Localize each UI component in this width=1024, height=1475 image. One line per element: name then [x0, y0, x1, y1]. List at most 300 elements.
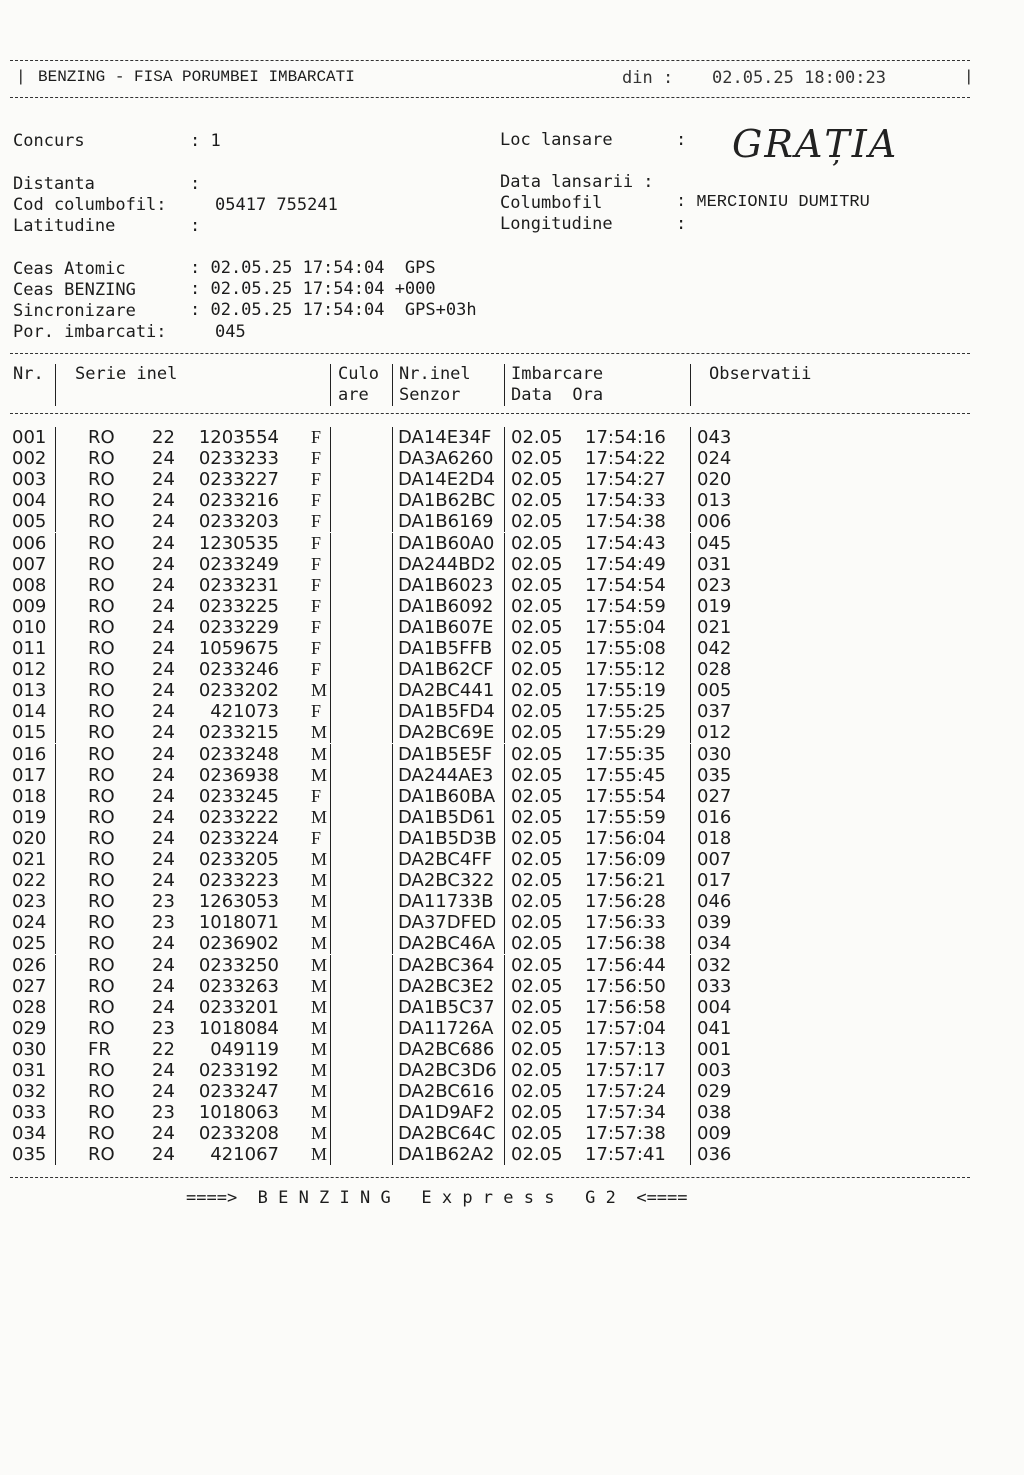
row-time: 17:55:08	[585, 638, 666, 659]
row-observatii: 042	[697, 638, 732, 659]
row-ring-number: 0233249	[198, 553, 279, 575]
row-sensor-id: DA1B6169	[398, 511, 494, 533]
row-time: 17:56:21	[585, 870, 666, 892]
table-row	[0, 722, 1024, 743]
row-year: 24	[152, 975, 175, 997]
row-sex: M	[311, 954, 328, 975]
row-observatii: 018	[697, 827, 732, 849]
row-column-divider	[55, 533, 56, 554]
row-sensor-id: DA2BC686	[398, 1038, 495, 1060]
row-nr: 028	[12, 996, 47, 1018]
row-observatii: 007	[697, 849, 732, 870]
row-column-divider	[55, 955, 56, 976]
row-column-divider	[330, 596, 331, 617]
row-column-divider	[55, 828, 56, 849]
row-column-divider	[690, 448, 691, 469]
distanta-label: Distanta	[13, 174, 95, 194]
row-time: 17:55:25	[585, 701, 666, 723]
row-ring-number: 0233222	[198, 806, 279, 828]
row-observatii: 043	[697, 427, 732, 448]
porumbei-imbarcati-value: 045	[215, 322, 246, 342]
row-observatii: 039	[697, 912, 732, 934]
row-column-divider	[504, 955, 505, 976]
row-time: 17:57:13	[585, 1038, 666, 1060]
row-nr: 011	[12, 638, 47, 659]
table-row	[0, 533, 1024, 554]
row-column-divider	[392, 1102, 393, 1123]
table-row	[0, 891, 1024, 912]
row-observatii: 004	[697, 996, 732, 1018]
row-column-divider	[504, 1102, 505, 1123]
row-column-divider	[392, 849, 393, 870]
row-sex: F	[311, 595, 322, 616]
row-column-divider	[392, 617, 393, 638]
row-time: 17:54:59	[585, 595, 666, 617]
row-ring-number: 0233231	[198, 574, 279, 596]
row-observatii: 020	[697, 469, 732, 491]
row-date: 02.05	[511, 490, 563, 512]
row-ring-number: 1203554	[198, 427, 279, 448]
row-date: 02.05	[511, 659, 563, 681]
row-nr: 024	[12, 912, 47, 934]
row-date: 02.05	[511, 975, 563, 997]
row-nr: 019	[12, 806, 47, 828]
row-date: 02.05	[511, 1038, 563, 1060]
row-column-divider	[392, 638, 393, 659]
row-sensor-id: DA1B5FFB	[398, 638, 493, 659]
row-ring-number: 0233223	[198, 870, 279, 892]
row-year: 24	[152, 785, 175, 807]
row-country: RO	[88, 701, 115, 723]
row-ring-number: 0233225	[198, 595, 279, 617]
row-column-divider	[392, 912, 393, 933]
row-column-divider	[55, 933, 56, 954]
row-sensor-id: DA1B6092	[398, 595, 494, 617]
row-ring-number: 0233203	[198, 511, 279, 533]
loc-lansare-label: Loc lansare	[500, 130, 613, 150]
row-sex: F	[311, 638, 322, 658]
row-time: 17:56:38	[585, 933, 666, 955]
row-observatii: 016	[697, 806, 732, 828]
row-column-divider	[330, 1102, 331, 1123]
row-date: 02.05	[511, 1017, 563, 1039]
table-row	[0, 680, 1024, 701]
row-ring-number: 0233216	[198, 490, 279, 512]
row-country: RO	[88, 849, 115, 870]
row-sex: F	[311, 490, 322, 511]
row-ring-number: 0233215	[198, 722, 279, 744]
row-date: 02.05	[511, 954, 563, 976]
row-nr: 013	[12, 680, 47, 702]
row-column-divider	[690, 533, 691, 554]
row-column-divider	[690, 744, 691, 765]
row-time: 17:55:45	[585, 764, 666, 786]
loc-lansare-colon: :	[676, 130, 687, 150]
row-observatii: 003	[697, 1060, 732, 1081]
table-row	[0, 469, 1024, 490]
row-column-divider	[330, 1060, 331, 1081]
row-column-divider	[55, 659, 56, 680]
row-sensor-id: DA2BC3E2	[398, 975, 495, 997]
row-sex: M	[311, 1102, 328, 1123]
row-year: 24	[152, 1123, 175, 1145]
table-row	[0, 1144, 1024, 1165]
row-time: 17:57:34	[585, 1102, 666, 1124]
row-observatii: 029	[697, 1081, 732, 1103]
porumbei-imbarcati-label: Por. imbarcati:	[13, 322, 167, 342]
row-column-divider	[504, 1060, 505, 1081]
row-column-divider	[504, 744, 505, 765]
row-column-divider	[690, 1123, 691, 1144]
row-ring-number: 0233224	[198, 827, 279, 849]
row-country: RO	[88, 975, 115, 997]
row-observatii: 035	[697, 764, 732, 786]
row-ring-number: 421067	[210, 1144, 279, 1166]
row-country: RO	[88, 764, 115, 786]
row-column-divider	[690, 596, 691, 617]
row-column-divider	[392, 1144, 393, 1165]
row-column-divider	[504, 511, 505, 532]
table-row	[0, 786, 1024, 807]
row-time: 17:54:38	[585, 511, 666, 533]
row-column-divider	[504, 1081, 505, 1102]
row-country: RO	[88, 1081, 115, 1103]
row-country: RO	[88, 1102, 115, 1124]
table-row	[0, 427, 1024, 448]
row-column-divider	[504, 617, 505, 638]
row-ring-number: 0233245	[198, 785, 279, 807]
row-sex: M	[311, 1017, 328, 1038]
sincronizare-label: Sincronizare	[13, 301, 136, 321]
row-date: 02.05	[511, 912, 563, 934]
row-time: 17:56:28	[585, 891, 666, 913]
latitudine-value: :	[190, 216, 201, 236]
row-sensor-id: DA1B5D3B	[398, 827, 497, 849]
row-column-divider	[690, 786, 691, 807]
row-column-divider	[330, 722, 331, 743]
row-column-divider	[690, 638, 691, 659]
row-column-divider	[392, 870, 393, 891]
row-sex: M	[311, 912, 328, 933]
row-country: RO	[88, 532, 115, 554]
cod-columbofil-value: 05417 755241	[215, 195, 338, 215]
row-column-divider	[690, 427, 691, 448]
row-sex: F	[311, 574, 322, 595]
columbofil-label: Columbofil	[500, 193, 603, 213]
row-time: 17:57:04	[585, 1017, 666, 1039]
row-sensor-id: DA2BC3D6	[398, 1060, 497, 1081]
row-date: 02.05	[511, 996, 563, 1018]
row-year: 24	[152, 849, 175, 870]
row-column-divider	[392, 807, 393, 828]
row-sensor-id: DA3A6260	[398, 448, 494, 470]
print-timestamp: 02.05.25 18:00:23	[712, 68, 886, 88]
row-time: 17:56:09	[585, 849, 666, 870]
row-column-divider	[330, 870, 331, 891]
row-column-divider	[504, 891, 505, 912]
row-country: RO	[88, 891, 115, 913]
col-header-data-ora: Data Ora	[511, 385, 604, 405]
columbofil-value: : MERCIONIU DUMITRU	[676, 193, 870, 212]
row-column-divider	[330, 849, 331, 870]
row-observatii: 013	[697, 490, 732, 512]
row-nr: 006	[12, 532, 47, 554]
header-divider-culoare	[392, 364, 393, 406]
row-column-divider	[392, 786, 393, 807]
row-observatii: 034	[697, 933, 732, 955]
row-observatii: 006	[697, 511, 732, 533]
row-ring-number: 0233227	[198, 469, 279, 491]
row-column-divider	[504, 828, 505, 849]
row-column-divider	[504, 765, 505, 786]
row-ring-number: 0233247	[198, 1081, 279, 1103]
row-column-divider	[392, 765, 393, 786]
row-time: 17:56:50	[585, 975, 666, 997]
longitudine-label: Longitudine	[500, 214, 613, 234]
row-ring-number: 1018063	[198, 1102, 279, 1124]
ceas-atomic-label: Ceas Atomic	[13, 259, 126, 279]
header-divider-serie	[330, 364, 331, 406]
row-column-divider	[690, 617, 691, 638]
row-sensor-id: DA1B60BA	[398, 785, 496, 807]
row-sex: M	[311, 743, 328, 764]
row-sensor-id: DA37DFED	[398, 912, 497, 934]
row-column-divider	[504, 680, 505, 701]
row-nr: 026	[12, 954, 47, 976]
row-sensor-id: DA11726A	[398, 1017, 494, 1039]
row-column-divider	[392, 1039, 393, 1060]
row-sensor-id: DA244AE3	[398, 764, 494, 786]
row-sensor-id: DA2BC4FF	[398, 849, 493, 870]
row-nr: 002	[12, 448, 47, 470]
row-observatii: 012	[697, 722, 732, 744]
row-nr: 001	[12, 427, 47, 448]
row-date: 02.05	[511, 701, 563, 723]
row-country: RO	[88, 448, 115, 470]
row-column-divider	[504, 912, 505, 933]
row-time: 17:56:58	[585, 996, 666, 1018]
row-column-divider	[504, 554, 505, 575]
row-sex: M	[311, 870, 328, 891]
row-year: 24	[152, 764, 175, 786]
row-sex: F	[311, 659, 322, 680]
row-observatii: 046	[697, 891, 732, 913]
row-sensor-id: DA2BC616	[398, 1081, 495, 1103]
table-row	[0, 701, 1024, 722]
row-column-divider	[690, 469, 691, 490]
row-ring-number: 0236902	[198, 933, 279, 955]
row-column-divider	[504, 596, 505, 617]
row-observatii: 036	[697, 1144, 732, 1166]
row-year: 24	[152, 722, 175, 744]
footer-benzing-express: ====> B E N Z I N G E x p r e s s G 2 <====	[186, 1188, 688, 1208]
row-nr: 033	[12, 1102, 47, 1124]
row-ring-number: 0233208	[198, 1123, 279, 1145]
row-ring-number: 421073	[210, 701, 279, 723]
row-nr: 030	[12, 1038, 47, 1060]
row-column-divider	[392, 533, 393, 554]
row-observatii: 001	[697, 1038, 732, 1060]
row-column-divider	[690, 1081, 691, 1102]
row-sensor-id: DA2BC441	[398, 680, 495, 702]
row-column-divider	[55, 912, 56, 933]
row-column-divider	[504, 427, 505, 448]
row-sensor-id: DA1B5FD4	[398, 701, 495, 723]
row-observatii: 033	[697, 975, 732, 997]
row-observatii: 019	[697, 595, 732, 617]
row-column-divider	[690, 554, 691, 575]
row-column-divider	[392, 596, 393, 617]
row-column-divider	[330, 511, 331, 532]
row-column-divider	[690, 1018, 691, 1039]
row-column-divider	[504, 659, 505, 680]
row-column-divider	[504, 448, 505, 469]
row-time: 17:54:22	[585, 448, 666, 470]
table-row	[0, 976, 1024, 997]
ceas-benzing-value: : 02.05.25 17:54:04 +000	[190, 279, 436, 299]
row-time: 17:55:19	[585, 680, 666, 702]
row-column-divider	[690, 912, 691, 933]
row-ring-number: 049119	[210, 1038, 279, 1060]
row-country: RO	[88, 680, 115, 702]
row-year: 24	[152, 574, 175, 596]
row-column-divider	[330, 1123, 331, 1144]
row-date: 02.05	[511, 616, 563, 638]
row-column-divider	[690, 828, 691, 849]
row-year: 24	[152, 1144, 175, 1166]
row-date: 02.05	[511, 638, 563, 659]
row-country: RO	[88, 490, 115, 512]
row-column-divider	[330, 1039, 331, 1060]
row-column-divider	[330, 659, 331, 680]
row-sex: M	[311, 891, 328, 912]
row-country: RO	[88, 638, 115, 659]
row-date: 02.05	[511, 1123, 563, 1145]
row-year: 22	[152, 1038, 175, 1060]
row-column-divider	[504, 933, 505, 954]
row-country: RO	[88, 616, 115, 638]
row-column-divider	[330, 807, 331, 828]
row-observatii: 023	[697, 574, 732, 596]
row-nr: 015	[12, 722, 47, 744]
row-column-divider	[690, 1039, 691, 1060]
header-divider-senzor	[504, 364, 505, 406]
row-date: 02.05	[511, 827, 563, 849]
row-column-divider	[55, 427, 56, 448]
row-observatii: 024	[697, 448, 732, 470]
row-column-divider	[504, 870, 505, 891]
table-row	[0, 1123, 1024, 1144]
row-nr: 018	[12, 785, 47, 807]
row-time: 17:55:12	[585, 659, 666, 681]
table-row	[0, 870, 1024, 891]
table-row	[0, 659, 1024, 680]
row-column-divider	[55, 554, 56, 575]
row-column-divider	[330, 427, 331, 448]
row-ring-number: 1059675	[198, 638, 279, 659]
row-sex: F	[311, 532, 322, 553]
row-date: 02.05	[511, 806, 563, 828]
row-column-divider	[504, 575, 505, 596]
row-column-divider	[55, 722, 56, 743]
row-ring-number: 1018084	[198, 1017, 279, 1039]
row-column-divider	[330, 765, 331, 786]
header-right-bar: |	[964, 68, 974, 86]
row-sex: M	[311, 1144, 328, 1165]
row-sex: M	[311, 1060, 328, 1080]
row-time: 17:54:27	[585, 469, 666, 491]
header-bottom-rule	[10, 97, 970, 98]
row-column-divider	[392, 955, 393, 976]
row-column-divider	[55, 638, 56, 659]
row-nr: 027	[12, 975, 47, 997]
row-time: 17:54:33	[585, 490, 666, 512]
row-column-divider	[55, 575, 56, 596]
row-nr: 021	[12, 849, 47, 870]
table-row	[0, 638, 1024, 659]
row-column-divider	[55, 1123, 56, 1144]
distanta-value: :	[190, 174, 201, 194]
row-year: 23	[152, 891, 175, 913]
row-column-divider	[330, 490, 331, 511]
row-sensor-id: DA1B62BC	[398, 490, 496, 512]
row-sensor-id: DA14E34F	[398, 427, 492, 448]
row-nr: 031	[12, 1060, 47, 1081]
row-sensor-id: DA2BC64C	[398, 1123, 496, 1145]
row-column-divider	[330, 1081, 331, 1102]
row-nr: 005	[12, 511, 47, 533]
row-column-divider	[392, 744, 393, 765]
row-column-divider	[690, 1060, 691, 1081]
table-row	[0, 1018, 1024, 1039]
table-row	[0, 490, 1024, 511]
row-column-divider	[55, 1144, 56, 1165]
row-country: RO	[88, 469, 115, 491]
row-date: 02.05	[511, 722, 563, 744]
row-column-divider	[55, 1018, 56, 1039]
row-nr: 025	[12, 933, 47, 955]
row-column-divider	[55, 976, 56, 997]
row-country: RO	[88, 1123, 115, 1145]
row-date: 02.05	[511, 427, 563, 448]
row-year: 24	[152, 1060, 175, 1081]
row-time: 17:54:43	[585, 532, 666, 554]
row-year: 24	[152, 659, 175, 681]
row-nr: 008	[12, 574, 47, 596]
handwritten-location: GRAȚIA	[732, 122, 899, 166]
table-header-top-rule	[10, 353, 970, 354]
row-observatii: 045	[697, 532, 732, 554]
table-row	[0, 1102, 1024, 1123]
row-observatii: 005	[697, 680, 732, 702]
row-year: 23	[152, 912, 175, 934]
row-nr: 017	[12, 764, 47, 786]
row-column-divider	[55, 891, 56, 912]
row-year: 24	[152, 933, 175, 955]
row-sex: F	[311, 511, 322, 532]
din-label: din :	[622, 68, 674, 88]
row-time: 17:54:49	[585, 553, 666, 575]
row-column-divider	[330, 533, 331, 554]
row-date: 02.05	[511, 870, 563, 892]
row-observatii: 030	[697, 743, 732, 765]
row-column-divider	[690, 849, 691, 870]
row-sex: M	[311, 849, 328, 869]
row-nr: 012	[12, 659, 47, 681]
row-ring-number: 0233250	[198, 954, 279, 976]
row-nr: 004	[12, 490, 47, 512]
row-time: 17:57:41	[585, 1144, 666, 1166]
